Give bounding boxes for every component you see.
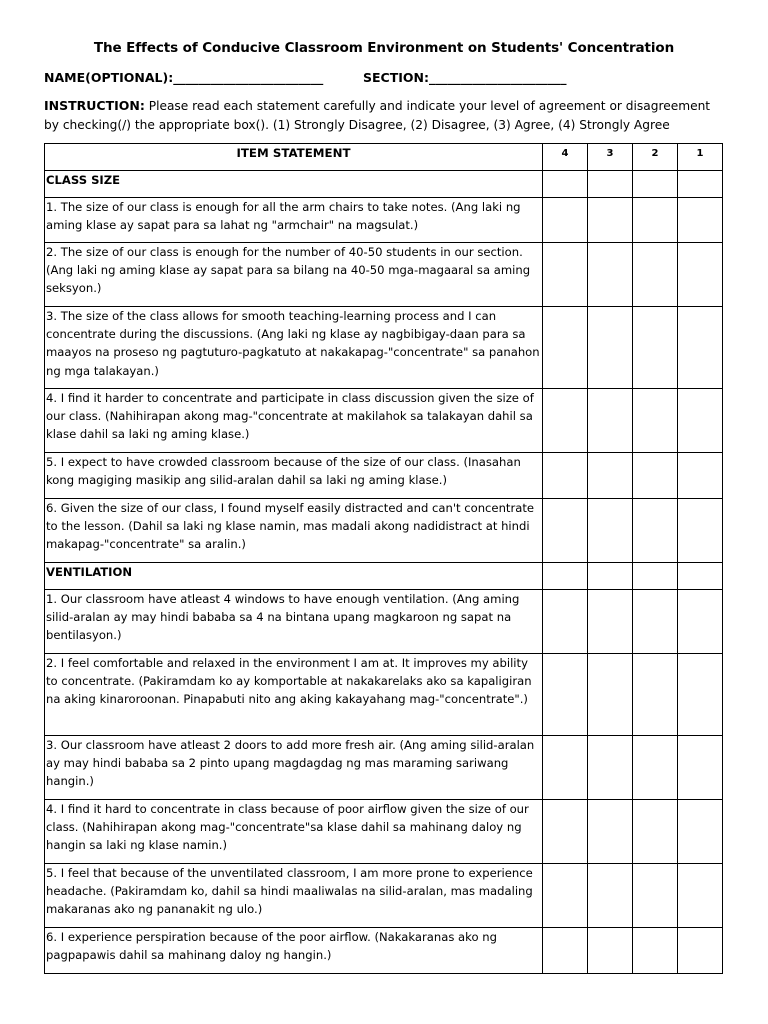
- section-title: VENTILATION: [45, 563, 543, 590]
- rating-box-4[interactable]: [543, 243, 588, 307]
- header-rating-4: 4: [543, 144, 588, 171]
- instruction-text: Please read each statement carefully and indicate your level of agreement or disagreement by checking(/) the appropriate box(). (1) Strongly Disagree, (2) Disagree, (3) Agree, (4) Strongly Agree: [44, 99, 711, 132]
- section-empty-cell: [543, 563, 588, 590]
- rating-box-4[interactable]: [543, 389, 588, 453]
- item-statement: 1. The size of our class is enough for all the arm chairs to take notes. (Ang laki ng aming klase ay sapat para sa lahat ng "armchair" na magsulat.): [45, 198, 543, 243]
- item-statement: 6. Given the size of our class, I found myself easily distracted and can't concentrate to the lesson. (Dahil sa laki ng klase namin, mas madali akong nadidistract at hindi makapag-"concentrate" sa aralin.): [45, 499, 543, 563]
- item-statement: 6. I experience perspiration because of the poor airflow. (Nakakaranas ako ng pagpapawis dahil sa mahinang daloy ng hangin.): [45, 928, 543, 974]
- rating-box-1[interactable]: [678, 307, 723, 389]
- rating-box-2[interactable]: [633, 654, 678, 736]
- rating-box-1[interactable]: [678, 864, 723, 928]
- rating-box-2[interactable]: [633, 590, 678, 654]
- item-statement: 4. I find it hard to concentrate in class because of poor airflow given the size of our class. (Nahihirapan akong mag-"concentrate"sa klase dahil sa mahinang daloy ng hangin sa laki ng klase namin.): [45, 800, 543, 864]
- item-statement: 3. Our classroom have atleast 2 doors to add more fresh air. (Ang aming silid-aralan ay may hindi bababa sa 2 pinto upang magdagdag ng mas maraming sariwang hangin.): [45, 736, 543, 800]
- section-row-ventilation: [45, 563, 723, 590]
- section-title: CLASS SIZE: [45, 171, 543, 198]
- table-row: [45, 389, 723, 453]
- rating-box-2[interactable]: [633, 307, 678, 389]
- rating-box-1[interactable]: [678, 928, 723, 974]
- header-item-statement: ITEM STATEMENT: [45, 144, 543, 171]
- item-statement: 2. The size of our class is enough for the number of 40-50 students in our section. (Ang laki ng aming klase ay sapat para sa bilang na 40-50 mga-magaaral sa aming seksyon.): [45, 243, 543, 307]
- rating-box-3[interactable]: [588, 307, 633, 389]
- table-row: [45, 198, 723, 243]
- instruction-paragraph: [44, 96, 724, 135]
- rating-box-1[interactable]: [678, 453, 723, 499]
- rating-box-2[interactable]: [633, 243, 678, 307]
- rating-box-3[interactable]: [588, 864, 633, 928]
- respondent-info-line: [44, 70, 567, 85]
- section-empty-cell: [588, 563, 633, 590]
- table-row: [45, 864, 723, 928]
- item-statement: 5. I feel that because of the unventilated classroom, I am more prone to experience headache. (Pakiramdam ko, dahil sa hindi maaliwalas na silid-aralan, mas madaling makaranas ako ng pananakit ng ulo.): [45, 864, 543, 928]
- rating-box-1[interactable]: [678, 243, 723, 307]
- rating-box-2[interactable]: [633, 800, 678, 864]
- rating-box-4[interactable]: [543, 307, 588, 389]
- rating-box-2[interactable]: [633, 736, 678, 800]
- section-empty-cell: [678, 563, 723, 590]
- rating-box-3[interactable]: [588, 198, 633, 243]
- rating-box-3[interactable]: [588, 736, 633, 800]
- item-statement: 1. Our classroom have atleast 4 windows to have enough ventilation. (Ang aming silid-aralan ay may hindi bababa sa 4 na bintana upang magkaroon ng sapat na bentilasyon.): [45, 590, 543, 654]
- table-row: [45, 928, 723, 974]
- section-empty-cell: [633, 563, 678, 590]
- rating-box-3[interactable]: [588, 654, 633, 736]
- table-row: [45, 654, 723, 736]
- rating-box-3[interactable]: [588, 800, 633, 864]
- rating-box-4[interactable]: [543, 590, 588, 654]
- table-row: [45, 800, 723, 864]
- rating-box-1[interactable]: [678, 590, 723, 654]
- item-statement: 4. I find it harder to concentrate and participate in class discussion given the size of our class. (Nahihirapan akong mag-"concentrate at makilahok sa talakayan dahil sa klase dahil sa laki ng aming klase.): [45, 389, 543, 453]
- name-field[interactable]: NAME(OPTIONAL):________________________: [44, 70, 324, 85]
- rating-box-3[interactable]: [588, 590, 633, 654]
- rating-box-3[interactable]: [588, 499, 633, 563]
- header-rating-1: 1: [678, 144, 723, 171]
- rating-box-1[interactable]: [678, 499, 723, 563]
- table-row: [45, 590, 723, 654]
- rating-box-1[interactable]: [678, 198, 723, 243]
- section-empty-cell: [678, 171, 723, 198]
- rating-box-4[interactable]: [543, 800, 588, 864]
- rating-box-4[interactable]: [543, 736, 588, 800]
- survey-table: [44, 143, 723, 974]
- rating-box-2[interactable]: [633, 864, 678, 928]
- section-empty-cell: [588, 171, 633, 198]
- rating-box-3[interactable]: [588, 243, 633, 307]
- rating-box-3[interactable]: [588, 928, 633, 974]
- rating-box-4[interactable]: [543, 198, 588, 243]
- rating-box-2[interactable]: [633, 453, 678, 499]
- rating-box-3[interactable]: [588, 389, 633, 453]
- rating-box-1[interactable]: [678, 800, 723, 864]
- rating-box-2[interactable]: [633, 389, 678, 453]
- section-field[interactable]: SECTION:______________________: [363, 70, 567, 85]
- rating-box-4[interactable]: [543, 654, 588, 736]
- item-statement: 3. The size of the class allows for smooth teaching-learning process and I can concentrate during the discussions. (Ang laki ng klase ay nagbibigay-daan para sa maayos na proseso ng pagtuturo-pagkatuto at nakakapag-"concentrate" sa panahon ng mga talakayan.): [45, 307, 543, 389]
- rating-box-4[interactable]: [543, 453, 588, 499]
- table-row: [45, 499, 723, 563]
- rating-box-1[interactable]: [678, 654, 723, 736]
- item-statement: 2. I feel comfortable and relaxed in the environment I am at. It improves my ability to concentrate. (Pakiramdam ko ay komportable at nakakarelaks ako sa kapaligiran na aking kinaroroonan. Pinapabuti nito ang aking kakayahang mag-"concentrate".): [45, 654, 543, 736]
- table-row: [45, 307, 723, 389]
- rating-box-2[interactable]: [633, 928, 678, 974]
- table-row: [45, 243, 723, 307]
- header-rating-3: 3: [588, 144, 633, 171]
- section-row-class-size: [45, 171, 723, 198]
- rating-box-3[interactable]: [588, 453, 633, 499]
- rating-box-2[interactable]: [633, 198, 678, 243]
- item-statement: 5. I expect to have crowded classroom because of the size of our class. (Inasahan kong magiging masikip ang silid-aralan dahil sa laki ng aming klase.): [45, 453, 543, 499]
- instruction-label: INSTRUCTION:: [44, 98, 145, 113]
- rating-box-4[interactable]: [543, 928, 588, 974]
- table-header-row: [45, 144, 723, 171]
- rating-box-2[interactable]: [633, 499, 678, 563]
- rating-box-1[interactable]: [678, 736, 723, 800]
- table-row: [45, 736, 723, 800]
- rating-box-4[interactable]: [543, 864, 588, 928]
- header-rating-2: 2: [633, 144, 678, 171]
- section-empty-cell: [633, 171, 678, 198]
- table-row: [45, 453, 723, 499]
- rating-box-4[interactable]: [543, 499, 588, 563]
- rating-box-1[interactable]: [678, 389, 723, 453]
- section-empty-cell: [543, 171, 588, 198]
- document-title: The Effects of Conducive Classroom Environment on Students' Concentration: [93, 40, 675, 56]
